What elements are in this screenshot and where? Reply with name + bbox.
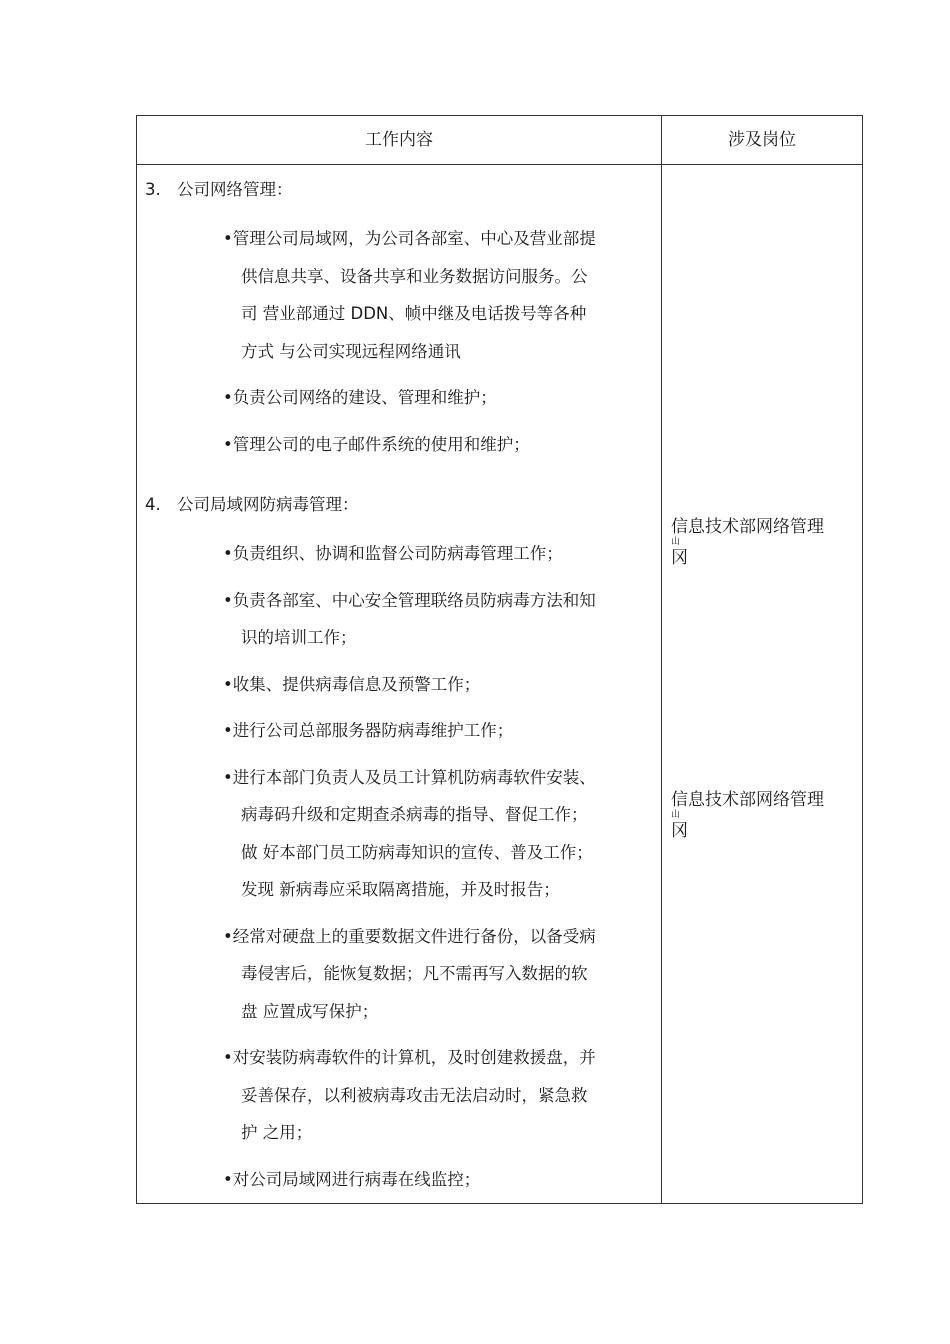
post-char-small: 山 (671, 810, 681, 820)
work-content-cell (145, 178, 655, 1207)
item-line: •管理公司局域网，为公司各部室、中心及营业部提 (223, 229, 596, 248)
list-item (145, 759, 655, 909)
list-item (145, 220, 655, 370)
item-line: 病毒码升级和定期查杀病毒的指导、督促工作； (241, 805, 588, 824)
item-line: 妥善保存，以利被病毒攻击无法启动时，紧急救 (241, 1085, 588, 1105)
list-item (145, 535, 655, 573)
item-line: •负责公司网络的建设、管理和维护； (223, 388, 497, 407)
item-line: 发现 新病毒应采取隔离措施，并及时报告； (241, 880, 560, 899)
section-4-heading (145, 493, 655, 517)
item-line: 盘 应置成写保护； (241, 1001, 379, 1021)
item-line: 护 之用； (241, 1123, 313, 1142)
item-line: •进行本部门负责人及员工计算机防病毒软件安装、 (223, 767, 596, 787)
post-char-small: 山 (671, 537, 681, 547)
item-line: 方式 与公司实现远程网络通讯 (241, 341, 461, 361)
section-number: 4. (145, 495, 161, 514)
list-item (145, 582, 655, 657)
item-line: 毒侵害后，能恢复数据；凡不需再写入数据的软 (241, 964, 588, 983)
header-work-content: 工作内容 (365, 130, 433, 150)
related-post-1 (671, 516, 856, 569)
related-post-2 (671, 789, 856, 842)
item-line: •对公司局域网进行病毒在线监控； (223, 1169, 481, 1189)
item-line: •收集、提供病毒信息及预警工作； (223, 674, 481, 694)
header-related-post: 涉及岗位 (728, 130, 796, 150)
section-title: 公司网络管理： (177, 180, 293, 199)
item-line: •经常对硬盘上的重要数据文件进行备份，以备受病 (223, 926, 596, 946)
item-line: 供信息共享、设备共享和业务数据访问服务。公 (241, 266, 588, 286)
post-char: 冈 (671, 548, 688, 568)
item-line: •负责各部室、中心安全管理联络员防病毒方法和知 (223, 590, 596, 610)
item-line: •负责组织、协调和监督公司防病毒管理工作； (223, 544, 563, 563)
list-item (145, 712, 655, 750)
post-title: 信息技术部网络管理 (671, 517, 824, 537)
section-title: 公司局域网防病毒管理： (177, 495, 359, 514)
list-item (145, 379, 655, 417)
item-line: •对安装防病毒软件的计算机，及时创建救援盘，并 (223, 1048, 596, 1067)
list-item (145, 1161, 655, 1199)
section-number: 3. (145, 180, 161, 199)
list-item (145, 666, 655, 704)
list-item (145, 1039, 655, 1152)
item-line: 识的培训工作； (241, 628, 357, 647)
list-item (145, 426, 655, 464)
post-title: 信息技术部网络管理 (671, 790, 824, 810)
work-content-table (136, 115, 863, 1204)
item-line: 做 好本部门员工防病毒知识的宣传、普及工作； (241, 842, 593, 862)
item-line: •进行公司总部服务器防病毒维护工作； (223, 721, 514, 740)
column-divider (661, 116, 662, 1203)
list-item (145, 918, 655, 1031)
item-line: •管理公司的电子邮件系统的使用和维护； (223, 434, 530, 454)
section-3-heading (145, 178, 655, 202)
post-char: 冈 (671, 821, 688, 841)
item-line: 司 营业部通过 DDN、帧中继及电话拨号等各种 (241, 304, 587, 323)
table-header (137, 116, 862, 165)
